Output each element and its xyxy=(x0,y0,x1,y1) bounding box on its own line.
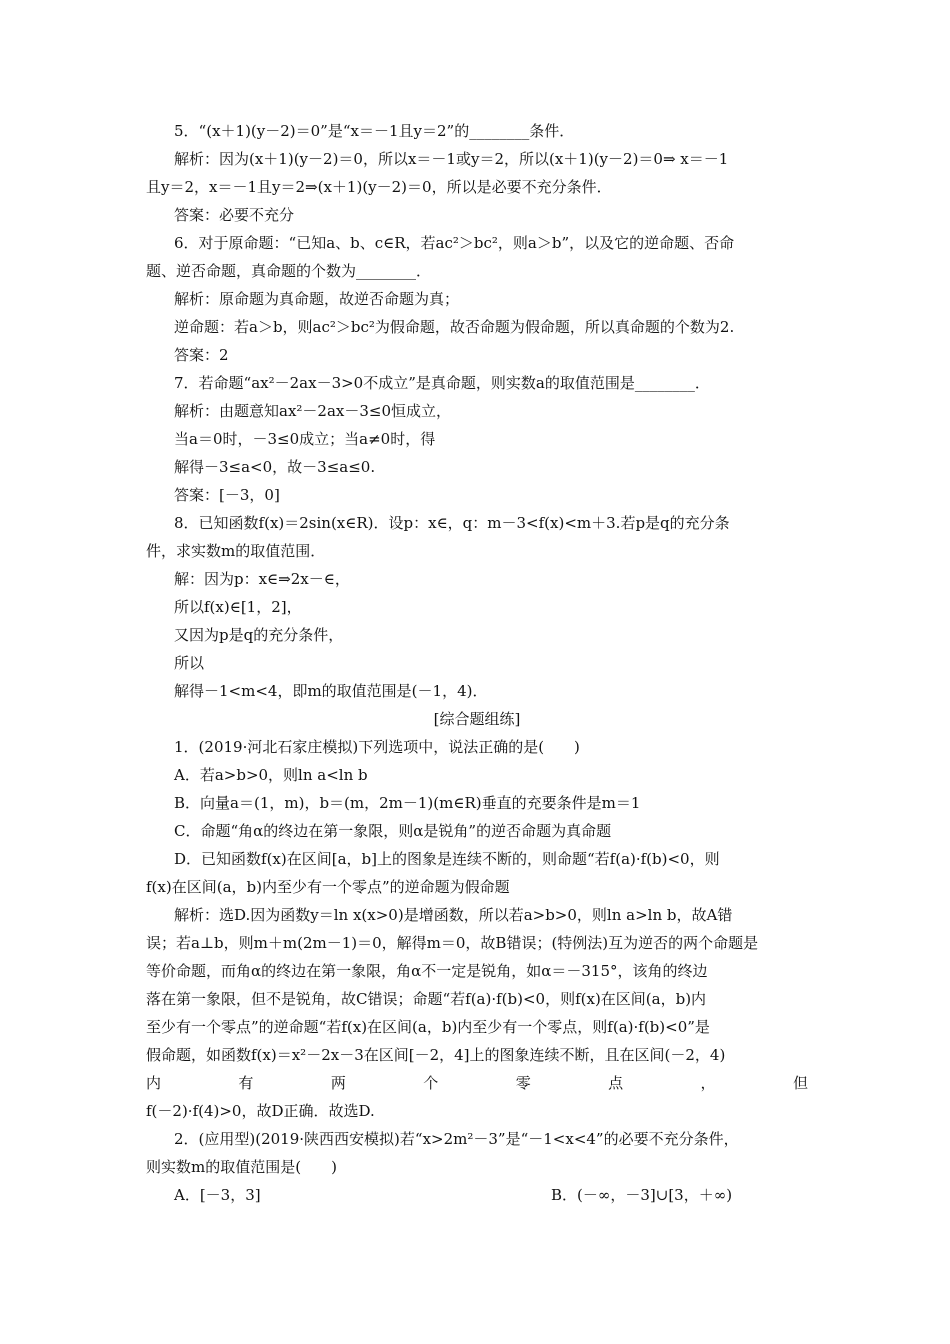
c1-option-a: A．若a>b>0，则ln a<ln b xyxy=(174,766,368,784)
c2-option-b: B．(－∞，－3]∪[3，＋∞) xyxy=(551,1186,733,1204)
justified-word: 但 xyxy=(792,1074,808,1092)
q6-answer: 答案：2 xyxy=(174,346,229,364)
q7-analysis-result: 解得－3≤a<0，故－3≤a≤0. xyxy=(174,458,376,476)
c2-stem: 2．(应用型)(2019·陕西西安模拟)若“x>2m²－3”是“－1<x<4”的必要不充分条件， xyxy=(174,1130,739,1148)
c1-analysis: 解析：选D.因为函数y＝ln x(x>0)是增函数，所以若a>b>0，则ln a>ln b，故A错 xyxy=(174,906,733,924)
c1-stem: 1．(2019·河北石家庄模拟)下列选项中，说法正确的是( ) xyxy=(174,738,580,756)
q6-analysis: 解析：原命题为真命题，故逆否命题为真； xyxy=(174,290,460,308)
q7-analysis: 解析：由题意知ax²－2ax－3≤0恒成立， xyxy=(174,402,452,420)
c1-analysis-justified xyxy=(146,1072,808,1094)
justified-word: 个 xyxy=(423,1074,439,1092)
c1-analysis-4: 落在第一象限，但不是锐角，故C错误；命题“若f(a)·f(b)<0，则f(x)在区间(a，b)内 xyxy=(146,990,707,1008)
q8-stem: 8．已知函数f(x)＝2sin(x∈R)．设p：x∈，q：m－3<f(x)<m＋3.若p是q的充分条 xyxy=(174,514,730,532)
justified-word: 内 xyxy=(146,1074,162,1092)
q8-stem-cont: 件，求实数m的取值范围． xyxy=(146,542,326,560)
section-heading: [综合题组练] xyxy=(433,710,521,728)
c1-analysis-5: 至少有一个零点”的逆命题“若f(x)在区间(a，b)内至少有一个零点，则f(a)·f(b)<0”是 xyxy=(146,1018,710,1036)
q6-stem: 6．对于原命题：“已知a、b、c∈R，若ac²＞bc²，则a＞b”，以及它的逆命题、否命 xyxy=(174,234,735,252)
q5-answer: 答案：必要不充分 xyxy=(174,206,295,224)
q5-analysis-cont: 且y＝2，x＝－1且y＝2⇒(x＋1)(y－2)＝0，所以是必要不充分条件． xyxy=(146,178,612,196)
c1-option-c: C．命题“角α的终边在第一象限，则α是锐角”的逆否命题为真命题 xyxy=(174,822,612,840)
justified-word: 点 xyxy=(608,1074,624,1092)
q6-analysis-cont: 逆命题：若a＞b，则ac²＞bc²为假命题，故否命题为假命题，所以真命题的个数为2. xyxy=(174,318,735,336)
q8-solution-3: 又因为p是q的充分条件， xyxy=(174,626,344,644)
justified-word: 有 xyxy=(238,1074,254,1092)
q8-solution-4: 所以 xyxy=(174,654,205,672)
justified-word: 两 xyxy=(330,1074,346,1092)
q5-analysis: 解析：因为(x＋1)(y－2)＝0，所以x＝－1或y＝2，所以(x＋1)(y－2)＝0⇒ x＝－1 xyxy=(174,150,729,168)
c1-option-d-cont: f(x)在区间(a，b)内至少有一个零点”的逆命题为假命题 xyxy=(146,878,510,896)
q7-stem: 7．若命题“ax²－2ax－3>0不成立”是真命题，则实数a的取值范围是________． xyxy=(174,374,710,392)
justified-word: 零 xyxy=(515,1074,531,1092)
c2-options xyxy=(0,1184,950,1206)
c1-option-d: D．已知函数f(x)在区间[a，b]上的图象是连续不断的，则命题“若f(a)·f(b)<0，则 xyxy=(174,850,720,868)
c2-stem-cont: 则实数m的取值范围是( ) xyxy=(146,1158,337,1176)
c1-option-b: B．向量a＝(1，m)，b＝(m，2m－1)(m∈R)垂直的充要条件是m＝1 xyxy=(174,794,641,812)
c1-analysis-3: 等价命题，而角α的终边在第一象限，角α不一定是锐角，如α＝－315°，该角的终边 xyxy=(146,962,708,980)
q8-solution: 解：因为p：x∈⇒2x－∈， xyxy=(174,570,350,588)
c2-option-a: A．[－3，3] xyxy=(174,1186,261,1204)
c1-analysis-end: f(－2)·f(4)>0，故D正确．故选D. xyxy=(146,1102,375,1120)
c1-analysis-6: 假命题，如函数f(x)＝x²－2x－3在区间[－2，4]上的图象连续不断，且在区间(－2，4) xyxy=(146,1046,726,1064)
q7-analysis-cont: 当a＝0时，－3≤0成立；当a≠0时，得 xyxy=(174,430,436,448)
q8-solution-2: 所以f(x)∈[1，2]， xyxy=(174,598,302,616)
c1-analysis-2: 误；若a⊥b，则m＋m(2m－1)＝0，解得m＝0，故B错误；(特例法)互为逆否的两个命题是 xyxy=(146,934,759,952)
q7-answer: 答案：[－3，0] xyxy=(174,486,280,504)
q5-stem: 5．“(x＋1)(y－2)＝0”是“x＝－1且y＝2”的________条件． xyxy=(174,122,575,140)
q6-stem-cont: 题、逆否命题，真命题的个数为________． xyxy=(146,262,432,280)
justified-word: ， xyxy=(700,1074,716,1092)
q8-solution-5: 解得－1<m<4，即m的取值范围是(－1，4)． xyxy=(174,682,488,700)
